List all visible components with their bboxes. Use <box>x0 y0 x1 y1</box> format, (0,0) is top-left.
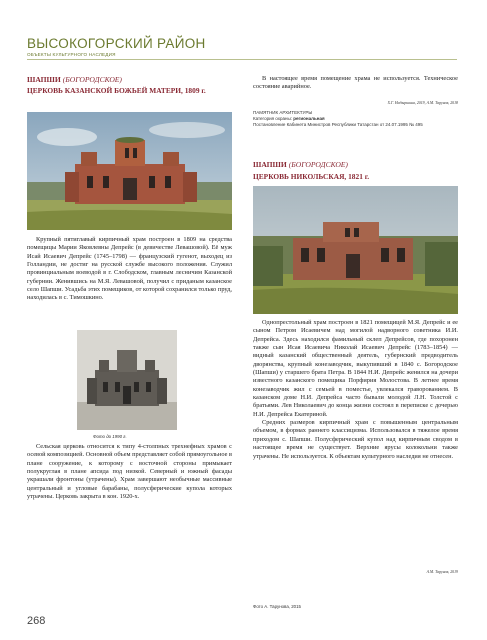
left-paragraph-1: Крупный пятиглавый кирпичный храм построен в 1809 на средства помещицы Марии Яковлевны Депрейс (в девичестве Левашовой). Её муж Исай Исаевич Депрейс (1745–1798) — французский гугенот, выходец из Голландии, не достиг на русской службе высокого положения. Служил провинциальным воеводой в г. Слободском, главным лесничим Казанской губернии. Женившись на М.Я. Левашовой, получил с приданым казанское село Шапши. Усадьба этих помещиков, от которой сохранился только пруд, находилась в с. Тимошкино. <box>27 236 232 302</box>
left-location-name: ШАПШИ <box>27 75 61 84</box>
church-old-photo <box>77 330 177 430</box>
church-kazan-photo <box>27 112 232 230</box>
right-top-credit: Х.Г. Надыршина, 2019, А.М. Тарунов, 2018 <box>387 101 458 105</box>
right-intro-paragraph: В настоящее время помещение храма не используется. Техническое состояние аварийное. <box>253 75 458 91</box>
church-nikolskaya-photo <box>253 186 458 314</box>
right-article-title: ЦЕРКОВЬ НИКОЛЬСКАЯ, 1821 г. <box>253 172 370 181</box>
section-title: ВЫСОКОГОРСКИЙ РАЙОН <box>27 36 206 51</box>
monument-category-label: Категория охраны: <box>253 116 292 121</box>
right-paragraph-2: Средних размеров кирпичный храм с повышенным центральным объемом, в формах раннего классицизма. Использовался в тяжелое время приходом с. Шапши. Полусферический купол над кирпичным сводом в настоящее время не существует. Верхние ярусы колокольни также утрачены. Не используется. К объектам культурного наследия не отнесен. <box>253 419 458 460</box>
right-location-name: ШАПШИ <box>253 160 287 169</box>
right-location <box>253 160 348 169</box>
right-paragraphs <box>253 319 458 461</box>
left-location <box>27 75 122 84</box>
header-rule <box>27 59 457 60</box>
bottom-photo-credit: Фото А. Тарунова, 2015 <box>253 604 301 609</box>
right-paragraph-1: Однопрестольный храм построен в 1821 помещицей М.Я. Депрейс и ее сыном Петром Исаевичем над могилой надворного советника И.И. Депрейса. Здесь находился фамильный склеп Депрейсов, где похоронен также сын Исая Исаевича Николай Исаевич Депрейс (1783–1854) — видный казанский общественный деятель, губернский предводитель дворянства, крупный конезаводчик, выкупивший в 1840 с. Богородское (Шапши) у старшего брата Петра. В 1844 Н.И. Депрейс женился на дочери известного казанского помещика Порфирия Молостова. В летнее время конезаводчик жил с семьей в поместье, увлекался граворованием. В казанском доме Н.И. Депрейса часто бывали молодой Л.Н. Толстой с братьями. Лев Николаевич до конца жизни состоял в переписке с дочерью Н.И. Депрейса Екатериной. <box>253 319 458 418</box>
monument-category-value: региональная <box>293 116 325 121</box>
old-photo-caption: Фото до 1990 г. <box>93 434 127 439</box>
right-location-district: (БОГОРОДСКОЕ) <box>288 160 348 169</box>
right-article-credit: А.М. Тарунов, 2019 <box>426 570 458 574</box>
monument-heading: ПАМЯТНИК АРХИТЕКТУРЫ <box>253 110 313 115</box>
left-article-title: ЦЕРКОВЬ КАЗАНСКОЙ БОЖЬЕЙ МАТЕРИ, 1809 г. <box>27 86 206 95</box>
section-subtitle: ОБЪЕКТЫ КУЛЬТУРНОГО НАСЛЕДИЯ <box>27 52 116 57</box>
monument-decree: Постановление Кабинета Министров Республики Татарстан от 24.07.1995 № 495 <box>253 122 423 127</box>
left-location-district: (БОГОРОДСКОЕ) <box>62 75 122 84</box>
page-number: 268 <box>27 615 46 627</box>
monument-info <box>253 110 458 128</box>
left-paragraph-2: Сельская церковь относится к типу 4-столпных трехнефных храмов с осевой композицией. Основной объем представляет собой прямоугольное в плане сооружение, к которому с восточной стороны примыкает полукруглая в плане апсида под низкой. Северный и южный фасады украшали фронтоны (утрачены). Храм завершают необычные массивные центральный и угловые барабаны, полусферические купола которых утрачены. Церковь закрыта в кон. 1920-х. <box>27 443 232 501</box>
